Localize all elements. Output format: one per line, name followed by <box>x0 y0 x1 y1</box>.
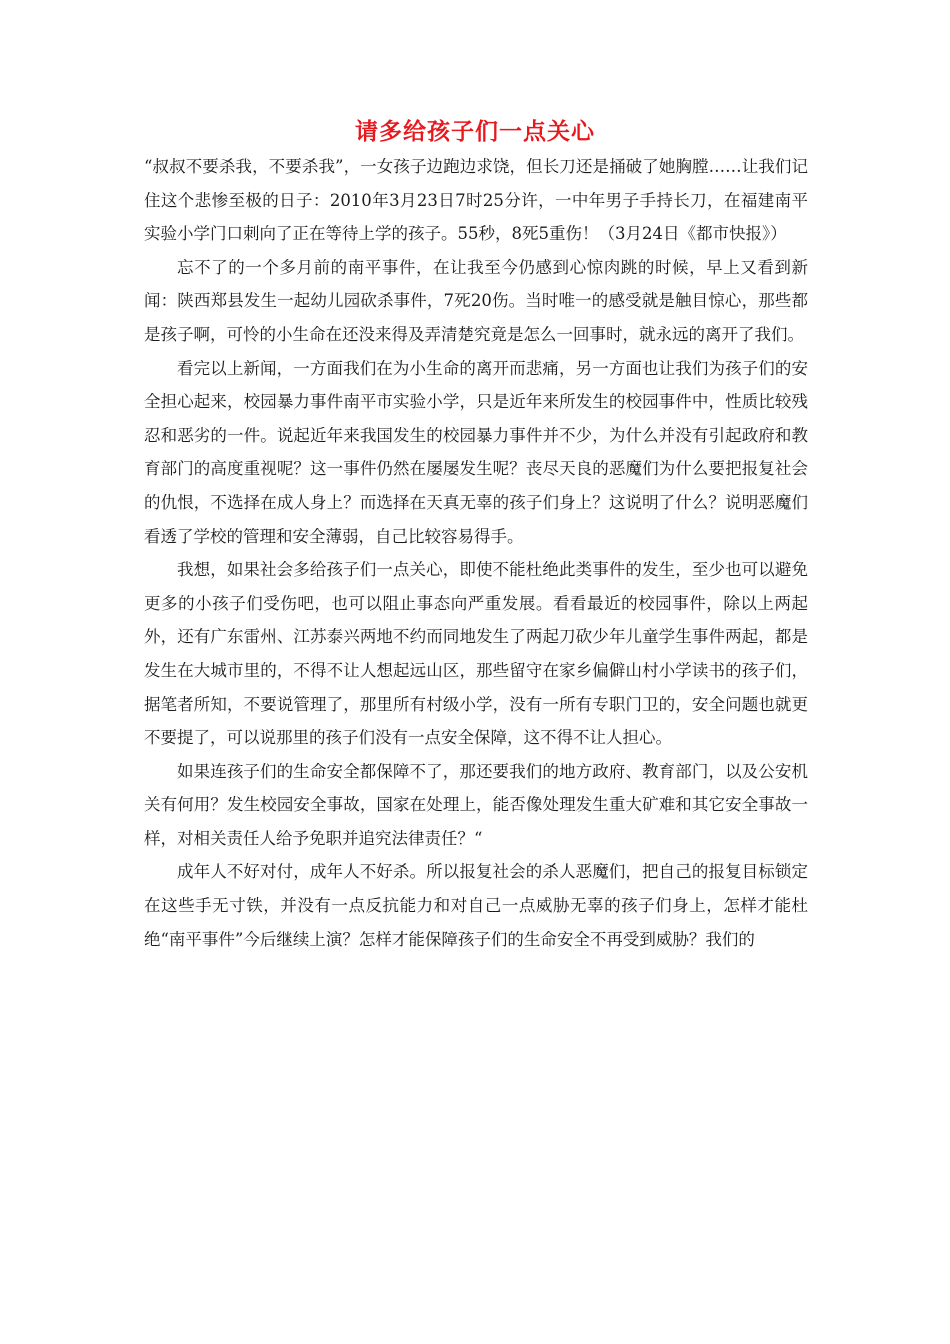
paragraph-5: 如果连孩子们的生命安全都保障不了，那还要我们的地方政府、教育部门，以及公安机关有何用？发生校园安全事故，国家在处理上，能否像处理发生重大矿难和其它安全事故一样，对相关责任人给予免职并追究法律责任？“ <box>144 761 808 848</box>
document-body <box>144 150 808 956</box>
paragraph-2: 忘不了的一个多月前的南平事件，在让我至今仍感到心惊肉跳的时候，早上又看到新闻：陕西郑县发生一起幼儿园砍杀事件，7死20伤。当时唯一的感受就是触目惊心，那些都是孩子啊，可怜的小生命在还没来得及弄清楚究竟是怎么一回事时，就永远的离开了我们。 <box>144 257 808 344</box>
paragraph-4: 我想，如果社会多给孩子们一点关心，即使不能杜绝此类事件的发生，至少也可以避免更多的小孩子们受伤吧，也可以阻止事态向严重发展。看看最近的校园事件，除以上两起外，还有广东雷州、江苏泰兴两地不约而同地发生了两起刀砍少年儿童学生事件两起，都是发生在大城市里的，不得不让人想起远山区，那些留守在家乡偏僻山村小学读书的孩子们，据笔者所知，不要说管理了，那里所有村级小学，没有一所有专职门卫的，安全问题也就更不要提了，可以说那里的孩子们没有一点安全保障，这不得不让人担心。 <box>144 560 808 748</box>
document-title: 请多给孩子们一点关心 <box>355 119 595 145</box>
paragraph-3: 看完以上新闻，一方面我们在为小生命的离开而悲痛，另一方面也让我们为孩子们的安全担心起来，校园暴力事件南平市实验小学，只是近年来所发生的校园事件中，性质比较残忍和恶劣的一件。说起近年来我国发生的校园暴力事件并不少，为什么并没有引起政府和教育部门的高度重视呢？这一事件仍然在屡屡发生呢？丧尽天良的恶魔们为什么要把报复社会的仇恨，不选择在成人身上？而选择在天真无辜的孩子们身上？这说明了什么？说明恶魔们看透了学校的管理和安全薄弱，自己比较容易得手。 <box>144 358 808 546</box>
paragraph-1: “叔叔不要杀我，不要杀我”，一女孩子边跑边求饶，但长刀还是捅破了她胸膛……让我们记住这个悲惨至极的日子：2010年3月23日7时25分许，一中年男子手持长刀，在福建南平实验小学门口刺向了正在等待上学的孩子。55秒，8死5重伤！（3月24日《都市快报》） <box>144 157 808 244</box>
paragraph-6: 成年人不好对付，成年人不好杀。所以报复社会的杀人恶魔们，把自己的报复目标锁定在这些手无寸铁，并没有一点反抗能力和对自己一点威胁无辜的孩子们身上，怎样才能杜绝“南平事件”今后继续上演？怎样才能保障孩子们的生命安全不再受到威胁？我们的 <box>144 862 808 949</box>
